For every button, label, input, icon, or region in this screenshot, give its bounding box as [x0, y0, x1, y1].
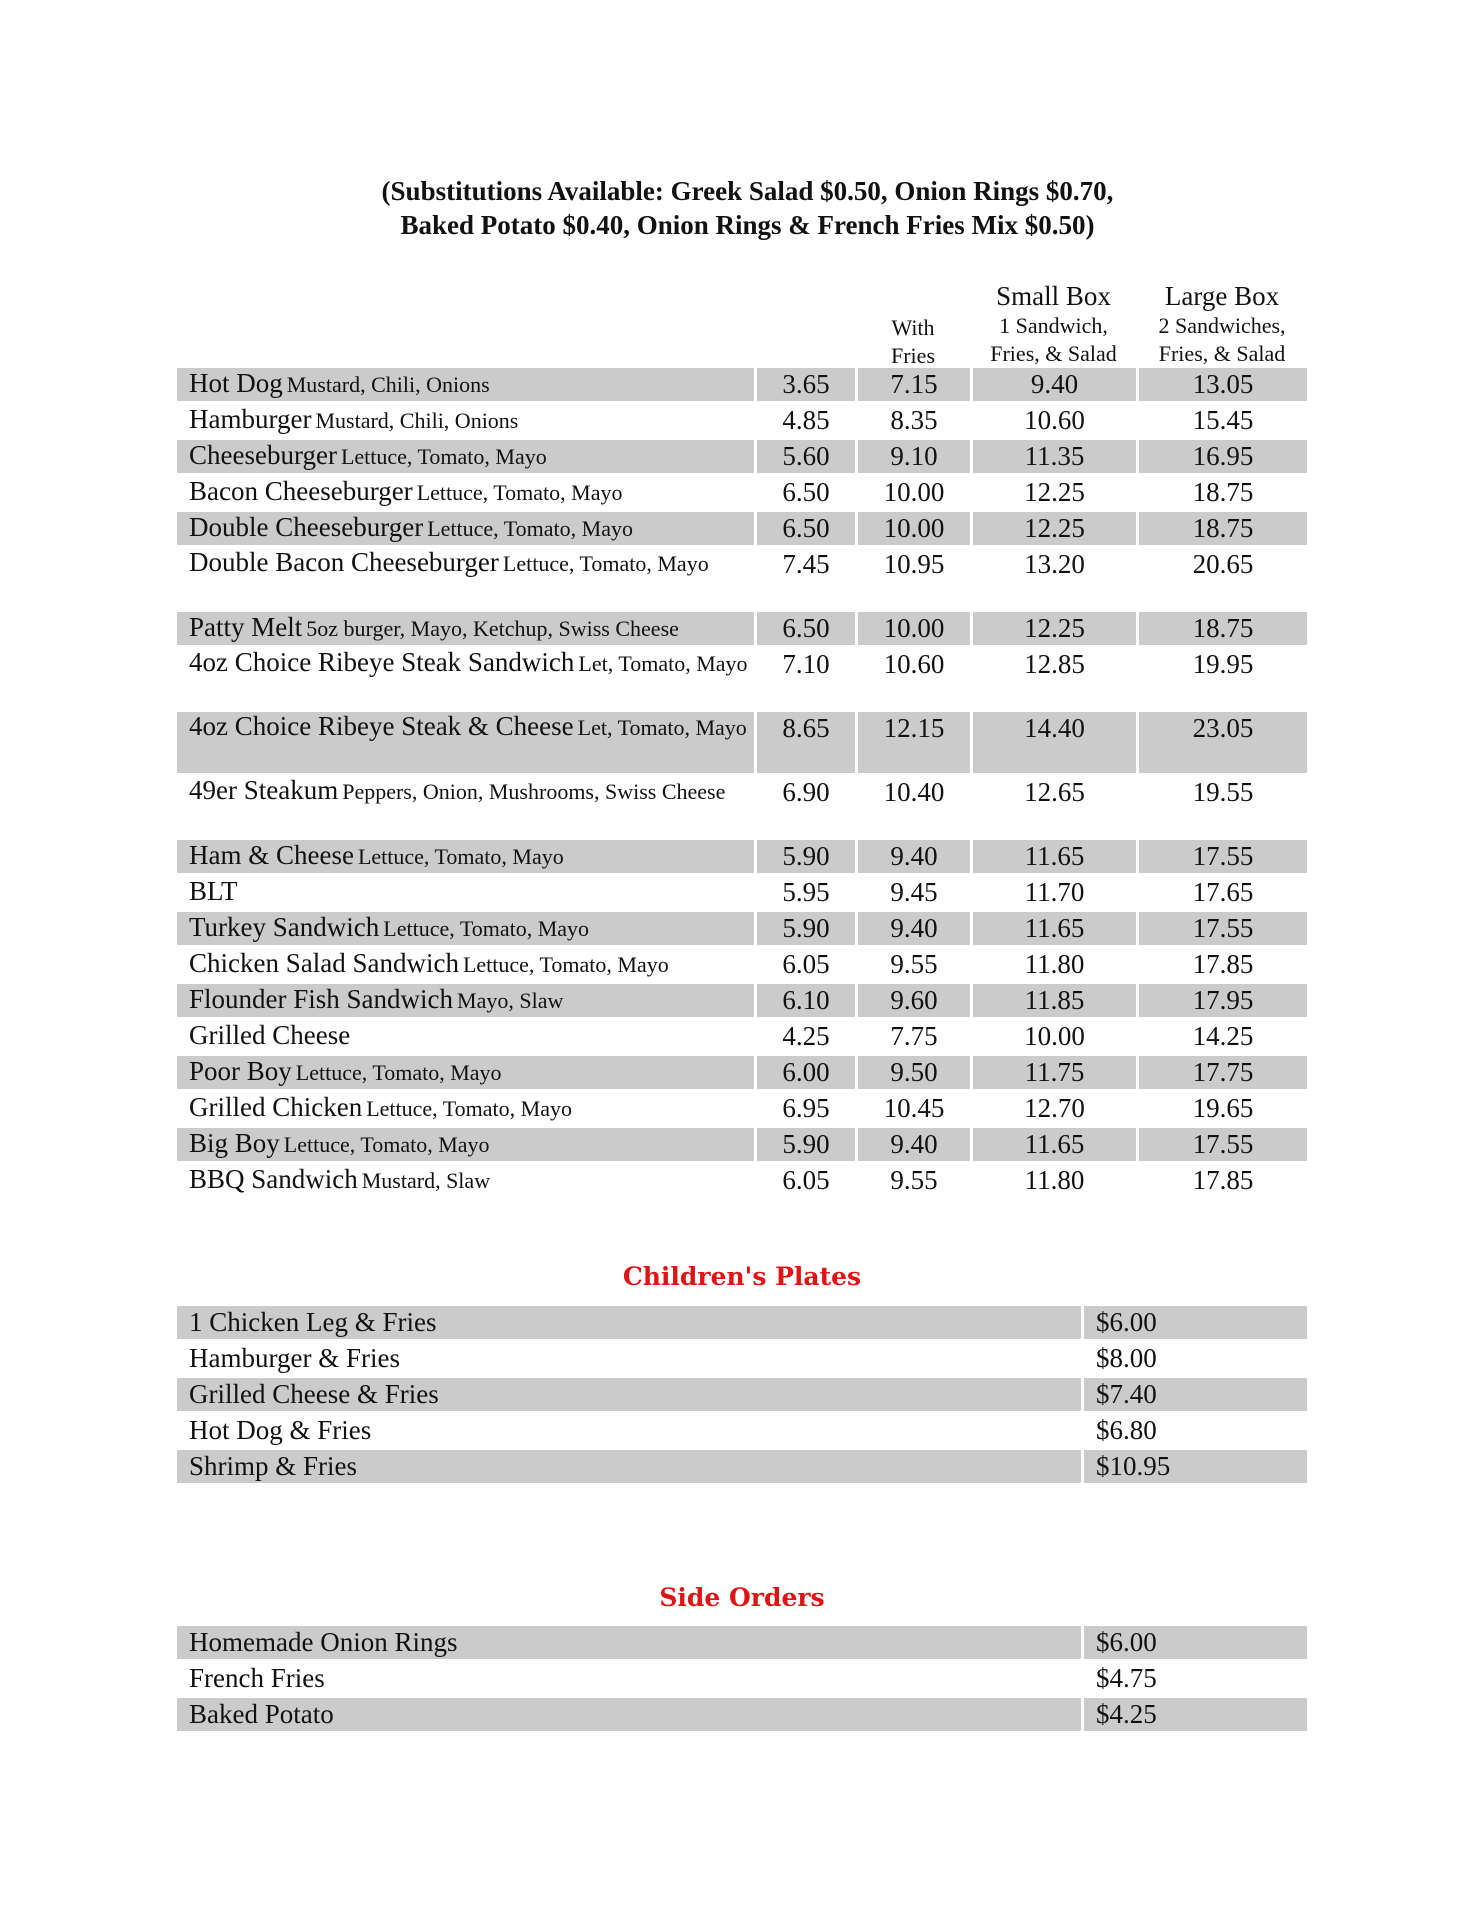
price-cell: 4.85 [782, 405, 830, 435]
small-box-price-cell: 9.40 [973, 368, 1136, 401]
with-fries-price-cell: 9.50 [858, 1056, 970, 1089]
small-box-price-cell: 11.80 [1024, 1165, 1085, 1195]
table-row [177, 648, 1307, 709]
list-item [177, 1450, 1307, 1483]
price-cell: 7.10 [782, 649, 830, 679]
list-item [177, 1414, 1307, 1447]
large-box-price-cell: 18.75 [1139, 612, 1307, 645]
large-box-price-cell: 17.85 [1192, 949, 1254, 979]
with-fries-price-cell: 10.95 [883, 549, 945, 579]
item-name-cell [177, 948, 754, 981]
substitutions-note [0, 174, 1484, 242]
table-row [177, 948, 1307, 981]
small-box-price-cell: 10.60 [1024, 405, 1085, 435]
table-row [177, 1164, 1307, 1197]
item-name: Turkey Sandwich [189, 912, 380, 942]
item-description: Lettuce, Tomato, Mayo [502, 551, 709, 576]
header-large-box-title: Large Box [1164, 281, 1280, 311]
list-item-price: $4.75 [1096, 1663, 1157, 1693]
item-name-cell [177, 984, 754, 1017]
item-description: Lettuce, Tomato, Mayo [357, 844, 564, 869]
item-description: Mustard, Slaw [361, 1168, 491, 1193]
childrens-plates-table [177, 1306, 1307, 1486]
item-description: Lettuce, Tomato, Mayo [295, 1060, 502, 1085]
large-box-price-cell: 17.75 [1139, 1056, 1307, 1089]
large-box-price-cell: 19.55 [1192, 777, 1254, 807]
header-small-box-line2: Fries, & Salad [990, 341, 1117, 366]
small-box-price-cell: 12.25 [973, 512, 1136, 545]
with-fries-price-cell: 10.00 [858, 512, 970, 545]
with-fries-price-cell: 7.15 [858, 368, 970, 401]
with-fries-price-cell: 7.75 [890, 1021, 938, 1051]
list-item-price: $4.25 [1084, 1698, 1307, 1731]
list-item-price: $10.95 [1084, 1450, 1307, 1483]
large-box-price-cell: 13.05 [1139, 368, 1307, 401]
price-cell: 6.00 [757, 1056, 855, 1089]
table-row [177, 512, 1307, 545]
price-cell: 7.45 [782, 549, 830, 579]
list-item-name: Baked Potato [177, 1698, 1081, 1731]
item-name-cell [177, 776, 754, 837]
table-row [177, 984, 1307, 1017]
small-box-price-cell: 11.70 [1024, 877, 1085, 907]
large-box-price-cell: 18.75 [1139, 512, 1307, 545]
price-cell: 5.60 [757, 440, 855, 473]
sandwich-menu-table [177, 276, 1307, 1200]
large-box-price-cell: 14.25 [1192, 1021, 1254, 1051]
item-name: Hot Dog [189, 368, 283, 398]
table-row [177, 1020, 1307, 1053]
item-name-cell [177, 440, 754, 473]
small-box-price-cell: 11.80 [1024, 949, 1085, 979]
item-description: Lettuce, Tomato, Mayo [340, 444, 547, 469]
list-item-name: Hot Dog & Fries [189, 1415, 372, 1445]
price-cell: 5.95 [782, 877, 830, 907]
sandwich-table-header [177, 276, 1307, 368]
item-name-cell [177, 1164, 754, 1197]
small-box-price-cell: 12.65 [1024, 777, 1085, 807]
item-description: Mustard, Chili, Onions [315, 408, 519, 433]
item-name-cell [177, 876, 754, 909]
table-row [177, 476, 1307, 509]
table-row [177, 840, 1307, 873]
item-name-cell [177, 404, 754, 437]
large-box-price-cell: 15.45 [1192, 405, 1254, 435]
small-box-price-cell: 11.65 [973, 840, 1136, 873]
item-description: Lettuce, Tomato, Mayo [283, 1132, 490, 1157]
with-fries-price-cell: 12.15 [858, 712, 970, 773]
list-item [177, 1662, 1307, 1695]
item-name: Cheeseburger [189, 440, 337, 470]
price-cell: 6.95 [782, 1093, 830, 1123]
large-box-price-cell: 17.55 [1139, 1128, 1307, 1161]
substitutions-line-1: (Substitutions Available: Greek Salad $0.50, Onion Rings $0.70, [381, 176, 1114, 206]
table-row [177, 876, 1307, 909]
table-row [177, 1056, 1307, 1089]
small-box-price-cell: 12.25 [973, 612, 1136, 645]
list-item [177, 1378, 1307, 1411]
small-box-price-cell: 12.85 [1024, 649, 1085, 679]
header-with-fries [857, 314, 969, 370]
list-item-price: $6.00 [1084, 1626, 1307, 1659]
list-item-price: $6.80 [1096, 1415, 1157, 1445]
item-name-cell [177, 1020, 754, 1053]
large-box-price-cell: 20.65 [1192, 549, 1254, 579]
price-cell: 6.05 [782, 1165, 830, 1195]
item-name: Grilled Cheese [189, 1020, 351, 1050]
table-row [177, 440, 1307, 473]
item-name-cell [177, 368, 754, 401]
side-orders-table [177, 1626, 1307, 1734]
price-cell: 6.05 [782, 949, 830, 979]
large-box-price-cell: 23.05 [1139, 712, 1307, 773]
price-cell: 3.65 [757, 368, 855, 401]
item-name: Grilled Chicken [189, 1092, 363, 1122]
large-box-price-cell: 17.85 [1192, 1165, 1254, 1195]
small-box-price-cell: 11.35 [973, 440, 1136, 473]
item-description: Lettuce, Tomato, Mayo [427, 516, 633, 541]
table-row [177, 548, 1307, 609]
item-name-cell [177, 1128, 754, 1161]
list-item-name: Grilled Cheese & Fries [177, 1378, 1081, 1411]
substitutions-line-2: Baked Potato $0.40, Onion Rings & French Fries Mix $0.50) [400, 210, 1095, 240]
item-name: BBQ Sandwich [189, 1164, 358, 1194]
list-item [177, 1698, 1307, 1731]
header-large-box-line2: Fries, & Salad [1158, 341, 1286, 366]
price-cell: 8.65 [757, 712, 855, 773]
item-name: BLT [189, 876, 238, 906]
large-box-price-cell: 19.65 [1192, 1093, 1254, 1123]
price-cell: 6.90 [782, 777, 830, 807]
small-box-price-cell: 11.75 [973, 1056, 1136, 1089]
list-item [177, 1342, 1307, 1375]
item-description: Let, Tomato, Mayo [577, 715, 747, 740]
item-name: 4oz Choice Ribeye Steak & Cheese [189, 712, 574, 741]
with-fries-price-cell: 9.55 [890, 1165, 938, 1195]
item-description: Peppers, Onion, Mushrooms, Swiss Cheese [342, 779, 726, 804]
item-name-cell [177, 476, 754, 509]
with-fries-price-cell: 9.40 [858, 840, 970, 873]
with-fries-price-cell: 9.55 [890, 949, 938, 979]
price-cell: 6.50 [782, 477, 830, 507]
price-cell: 5.90 [757, 1128, 855, 1161]
item-name: 49er Steakum [189, 776, 339, 805]
list-item-price: $8.00 [1096, 1343, 1157, 1373]
item-name-cell [177, 512, 754, 545]
large-box-price-cell: 18.75 [1192, 477, 1254, 507]
with-fries-price-cell: 9.10 [858, 440, 970, 473]
small-box-price-cell: 14.40 [973, 712, 1136, 773]
list-item-name: French Fries [189, 1663, 325, 1693]
header-small-box [972, 280, 1135, 368]
with-fries-price-cell: 9.40 [858, 1128, 970, 1161]
small-box-price-cell: 12.70 [1024, 1093, 1085, 1123]
table-row [177, 612, 1307, 645]
item-description: Mustard, Chili, Onions [286, 372, 490, 397]
item-name-cell [177, 840, 754, 873]
item-name-cell [177, 612, 754, 645]
large-box-price-cell: 17.95 [1139, 984, 1307, 1017]
with-fries-price-cell: 9.60 [858, 984, 970, 1017]
list-item-price: $6.00 [1084, 1306, 1307, 1339]
with-fries-price-cell: 10.60 [883, 649, 945, 679]
item-name: Double Bacon Cheeseburger [189, 548, 499, 577]
item-name-cell [177, 548, 754, 609]
price-cell: 6.50 [757, 612, 855, 645]
item-description: Lettuce, Tomato, Mayo [383, 916, 590, 941]
item-description: Lettuce, Tomato, Mayo [462, 952, 669, 977]
list-item-name: Hamburger & Fries [189, 1343, 400, 1373]
price-cell: 4.25 [782, 1021, 830, 1051]
with-fries-price-cell: 8.35 [890, 405, 938, 435]
item-name: Poor Boy [189, 1056, 292, 1086]
large-box-price-cell: 16.95 [1139, 440, 1307, 473]
large-box-price-cell: 17.65 [1192, 877, 1254, 907]
side-orders-title: Side Orders [659, 1583, 825, 1612]
with-fries-price-cell: 10.00 [858, 612, 970, 645]
large-box-price-cell: 17.55 [1139, 840, 1307, 873]
price-cell: 6.10 [757, 984, 855, 1017]
with-fries-price-cell: 10.00 [883, 477, 945, 507]
item-name: 4oz Choice Ribeye Steak Sandwich [189, 648, 575, 677]
item-name: Chicken Salad Sandwich [189, 948, 459, 978]
price-cell: 5.90 [757, 840, 855, 873]
table-row [177, 404, 1307, 437]
item-name: Flounder Fish Sandwich [189, 984, 454, 1014]
table-row [177, 1092, 1307, 1125]
item-name: Big Boy [189, 1128, 280, 1158]
small-box-price-cell: 13.20 [1024, 549, 1085, 579]
item-description: Let, Tomato, Mayo [578, 651, 748, 676]
list-item-name: 1 Chicken Leg & Fries [177, 1306, 1081, 1339]
header-with-fries-line1: With [891, 315, 935, 340]
small-box-price-cell: 12.25 [1024, 477, 1085, 507]
small-box-price-cell: 11.65 [973, 912, 1136, 945]
item-name: Ham & Cheese [189, 840, 354, 870]
price-cell: 6.50 [757, 512, 855, 545]
item-description: 5oz burger, Mayo, Ketchup, Swiss Cheese [306, 616, 679, 641]
list-item-name: Shrimp & Fries [177, 1450, 1081, 1483]
table-row [177, 1128, 1307, 1161]
item-name-cell [177, 648, 754, 709]
sandwich-rows [177, 368, 1307, 1197]
item-name: Double Cheeseburger [189, 512, 424, 542]
item-description: Lettuce, Tomato, Mayo [366, 1096, 572, 1121]
item-description: Mayo, Slaw [457, 988, 564, 1013]
list-item-name: Homemade Onion Rings [177, 1626, 1081, 1659]
header-large-box-line1: 2 Sandwiches, [1158, 313, 1286, 338]
childrens-plates-title: Children's Plates [622, 1262, 862, 1291]
price-cell: 5.90 [757, 912, 855, 945]
item-name: Hamburger [189, 404, 312, 434]
with-fries-price-cell: 9.45 [890, 877, 938, 907]
header-with-fries-line2: Fries [891, 343, 935, 368]
header-small-box-title: Small Box [996, 281, 1111, 311]
large-box-price-cell: 19.95 [1192, 649, 1254, 679]
list-item [177, 1626, 1307, 1659]
list-item-price: $7.40 [1084, 1378, 1307, 1411]
table-row [177, 912, 1307, 945]
item-name-cell [177, 712, 754, 773]
with-fries-price-cell: 10.45 [883, 1093, 945, 1123]
small-box-price-cell: 11.65 [973, 1128, 1136, 1161]
item-name: Bacon Cheeseburger [189, 476, 413, 506]
item-name-cell [177, 912, 754, 945]
small-box-price-cell: 11.85 [973, 984, 1136, 1017]
with-fries-price-cell: 10.40 [883, 777, 945, 807]
small-box-price-cell: 10.00 [1024, 1021, 1085, 1051]
list-item [177, 1306, 1307, 1339]
header-small-box-line1: 1 Sandwich, [999, 313, 1108, 338]
item-name-cell [177, 1056, 754, 1089]
item-name: Patty Melt [189, 612, 303, 642]
item-name-cell [177, 1092, 754, 1125]
header-large-box [1138, 280, 1306, 368]
table-row [177, 776, 1307, 837]
item-description: Lettuce, Tomato, Mayo [416, 480, 623, 505]
table-row [177, 712, 1307, 773]
with-fries-price-cell: 9.40 [858, 912, 970, 945]
large-box-price-cell: 17.55 [1139, 912, 1307, 945]
table-row [177, 368, 1307, 401]
